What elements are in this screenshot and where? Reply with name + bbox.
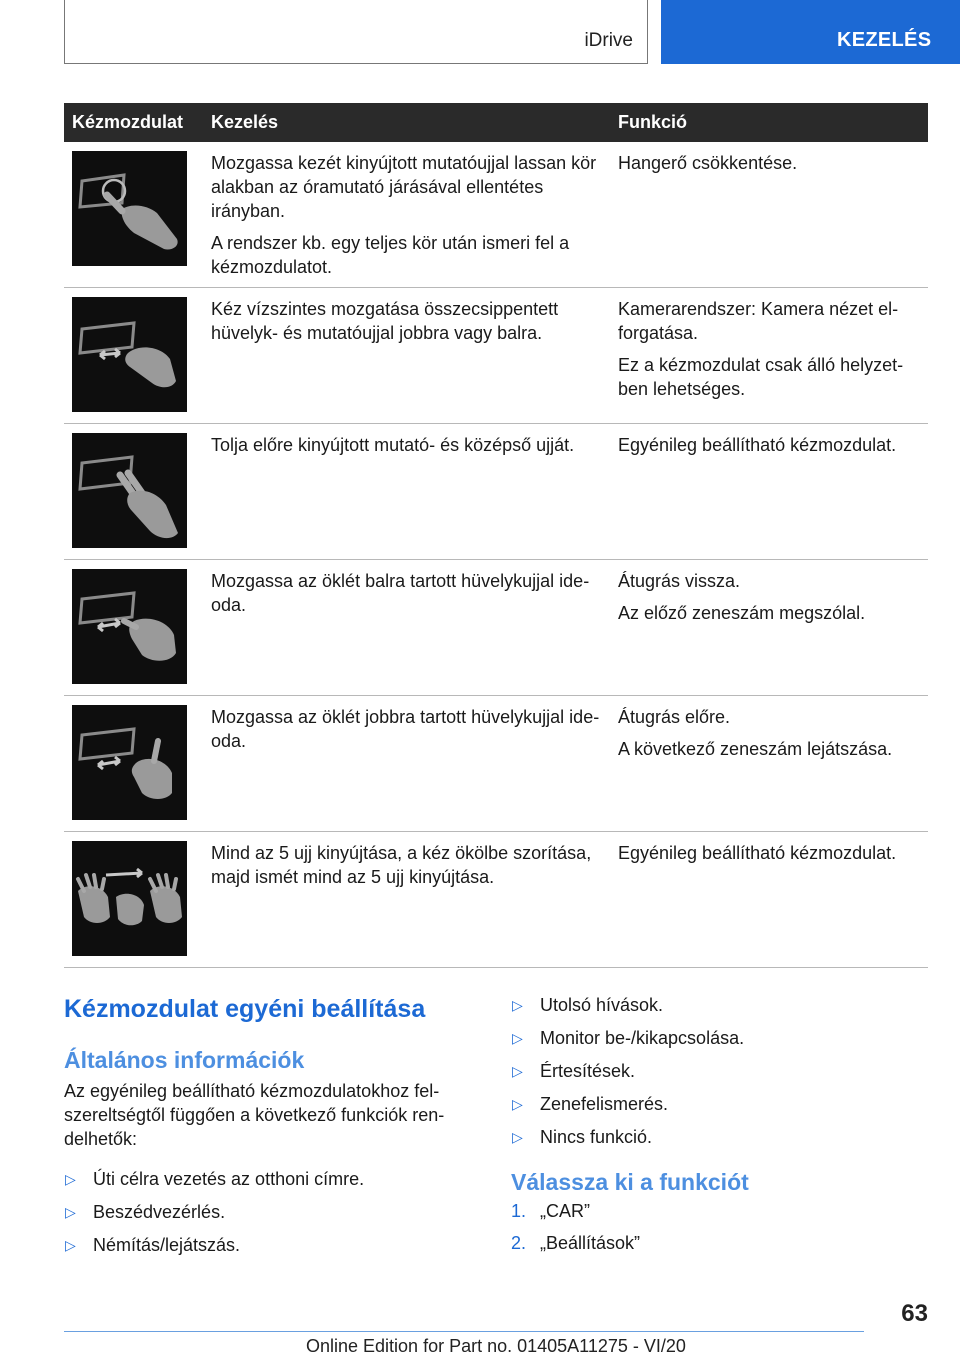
open-fist-open-gesture-image (72, 841, 187, 956)
bullet-triangle-icon: ▷ (65, 1204, 76, 1220)
operation-text: A rendszer kb. egy teljes kör után ismeri fel a kézmozdulatot. (211, 233, 570, 277)
bullet-triangle-icon: ▷ (512, 1063, 523, 1079)
table-row (64, 696, 928, 832)
bullet-triangle-icon: ▷ (512, 997, 523, 1013)
operation-text: Kéz vízszintes mozgatása összecsippentett hüvelyk- és mutatóujjal jobbra vagy balra. (211, 299, 559, 343)
header-chapter-tab (661, 0, 960, 64)
left-column (64, 993, 474, 1266)
step-item: 2. „Beállítások” (511, 1233, 641, 1253)
bullet-triangle-icon: ▷ (65, 1237, 76, 1253)
list-item: ▷ Úti célra vezetés az otthoni címre. (65, 1169, 365, 1189)
right-column (511, 993, 931, 1263)
function-text: Ez a kézmozdulat csak álló helyzet-ben lehetséges. (618, 355, 904, 399)
table-row (64, 424, 928, 560)
subsection-title-general: Általános információk (64, 1047, 305, 1073)
bullet-triangle-icon: ▷ (512, 1096, 523, 1112)
fist-thumb-right-gesture-image (72, 705, 187, 820)
rotate-gesture-image (72, 151, 187, 266)
function-text: Egyénileg beállítható kézmozdulat. (618, 435, 897, 455)
operation-text: Mind az 5 ujj kinyújtása, a kéz ökölbe szorítása, majd ismét mind az 5 ujj kinyújtása. (211, 843, 592, 887)
function-text: A következő zeneszám lejátszása. (618, 739, 893, 759)
header-section-title: iDrive (584, 30, 633, 51)
table-header-row (64, 103, 928, 142)
section-title: Kézmozdulat egyéni beállítása (64, 995, 426, 1023)
intro-paragraph: Az egyénileg beállítható kézmozdulatokhoz fel-szereltségtől függően a következő funkciók ren-delhetők: (64, 1081, 445, 1149)
footer-text: Online Edition for Part no. 01405A11275 - VI/20 (306, 1336, 686, 1356)
function-text: Átugrás előre. (618, 707, 731, 727)
bullet-triangle-icon: ▷ (512, 1030, 523, 1046)
list-item: ▷ Zenefelismerés. (512, 1094, 669, 1114)
footer-divider (64, 1331, 864, 1332)
subsection-title-select: Válassza ki a funkciót (511, 1169, 749, 1195)
list-item: ▷ Monitor be-/kikapcsolása. (512, 1028, 745, 1048)
operation-text: Tolja előre kinyújtott mutató- és középső ujját. (211, 435, 575, 455)
list-item: ▷ Értesítések. (512, 1061, 636, 1081)
column-header-operation: Kezelés (203, 103, 610, 142)
list-item: ▷ Nincs funkció. (512, 1127, 653, 1147)
function-list-left (64, 1167, 474, 1257)
operation-text: Mozgassa az öklét balra tartott hüvelykujjal ide-oda. (211, 571, 590, 615)
operation-text: Mozgassa az öklét jobbra tartott hüvelykujjal ide-oda. (211, 707, 600, 751)
header-section-box (64, 0, 648, 64)
step-item: 1. „CAR” (511, 1201, 590, 1221)
column-header-function: Funkció (610, 103, 928, 142)
list-item: ▷ Némítás/lejátszás. (65, 1235, 241, 1255)
table-row (64, 560, 928, 696)
function-text: Az előző zeneszám megszólal. (618, 603, 866, 623)
bullet-triangle-icon: ▷ (512, 1129, 523, 1145)
fist-thumb-left-gesture-image (72, 569, 187, 684)
function-list-right (511, 993, 931, 1149)
table-row (64, 142, 928, 288)
function-text: Átugrás vissza. (618, 571, 741, 591)
header-chapter-title: KEZELÉS (837, 29, 932, 51)
column-header-gesture: Kézmozdulat (64, 103, 203, 142)
bullet-triangle-icon: ▷ (65, 1171, 76, 1187)
function-text: Kamerarendszer: Kamera nézet el-forgatása. (618, 299, 899, 343)
page-number: 63 (901, 1300, 928, 1327)
operation-text: Mozgassa kezét kinyújtott mutatóujjal lassan kör alakban az óramutató járásával ellentétes irányban. (211, 153, 597, 221)
list-item: ▷ Beszédvezérlés. (65, 1202, 226, 1222)
table-row (64, 288, 928, 424)
list-item: ▷ Utolsó hívások. (512, 995, 664, 1015)
table-row (64, 832, 928, 968)
function-text: Hangerő csökkentése. (618, 153, 798, 173)
function-text: Egyénileg beállítható kézmozdulat. (618, 843, 897, 863)
gesture-table (64, 103, 928, 968)
pinch-swipe-gesture-image (72, 297, 187, 412)
two-finger-push-gesture-image (72, 433, 187, 548)
steps-list (511, 1199, 931, 1255)
